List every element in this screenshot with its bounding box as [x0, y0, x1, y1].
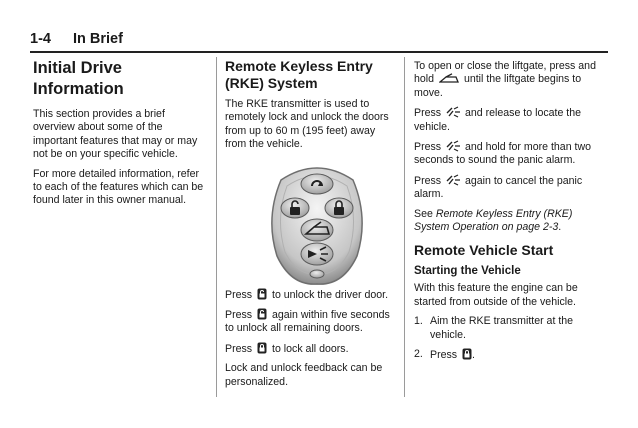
intro-paragraph: This section provides a brief overview about some of the important features that may or may not be on your specific vehicle. — [33, 108, 198, 161]
unlock-all-text: Press again within five seconds to unlock all remaining doors. — [225, 309, 390, 335]
lock-icon — [257, 342, 267, 354]
section-heading-remote-start: Remote Vehicle Start — [414, 242, 554, 259]
feedback-text: Lock and unlock feedback can be personalized. — [225, 362, 383, 388]
subheading-starting-vehicle: Starting the Vehicle — [414, 265, 521, 278]
list-item: 1. Aim the RKE transmitter at the vehicle. — [414, 315, 574, 341]
remote-start-intro: With this feature the engine can be started from outside of the vehicle. — [414, 282, 578, 308]
unlock-icon — [257, 308, 267, 320]
page-reference-link[interactable]: Remote Keyless Entry (RKE) System Operation on page 2-3 — [414, 207, 573, 234]
liftgate-icon — [439, 73, 459, 84]
reference-paragraph: For more detailed information, refer to each of the features which can be found later in this owner manual. — [33, 167, 204, 207]
liftgate-text: To open or close the liftgate, press and hold until the liftgate begins to move. — [414, 60, 596, 99]
section-title: In Brief — [73, 31, 123, 47]
rke-intro: The RKE transmitter is used to remotely lock and unlock the doors from up to 60 m (195 feet) away from the vehicle. — [225, 98, 389, 151]
see-reference-text: See Remote Keyless Entry (RKE) System Operation on page 2-3. — [414, 207, 573, 234]
page-header — [30, 31, 123, 47]
lock-all-text: Press to lock all doors. — [225, 342, 349, 355]
unlock-driver-text: Press to unlock the driver door. — [225, 288, 389, 301]
cancel-panic-text: Press again to cancel the panic alarm. — [414, 174, 583, 201]
header-rule — [30, 51, 608, 53]
column-divider-left — [216, 57, 217, 397]
vehicle-locator-icon — [446, 106, 460, 118]
list-item: 2. Press . — [414, 348, 475, 362]
key-fob-image — [261, 158, 373, 286]
column-rke — [225, 58, 397, 395]
section-heading-rke: Remote Keyless Entry (RKE) System — [225, 58, 373, 91]
locate-vehicle-text: Press and release to locate the vehicle. — [414, 107, 582, 133]
remote-start-steps — [414, 315, 596, 362]
vehicle-locator-icon — [446, 174, 460, 186]
lock-icon — [462, 348, 472, 360]
unlock-icon — [257, 288, 267, 300]
column-divider-right — [404, 57, 405, 397]
column-rke-continued — [414, 60, 596, 369]
vehicle-locator-icon — [446, 140, 460, 152]
section-heading-initial-drive: Initial Drive Information — [33, 59, 124, 98]
panic-alarm-text: Press and hold for more than two seconds to sound the panic alarm. — [414, 141, 592, 167]
column-initial-drive — [33, 58, 209, 214]
page-number: 1-4 — [30, 31, 51, 47]
